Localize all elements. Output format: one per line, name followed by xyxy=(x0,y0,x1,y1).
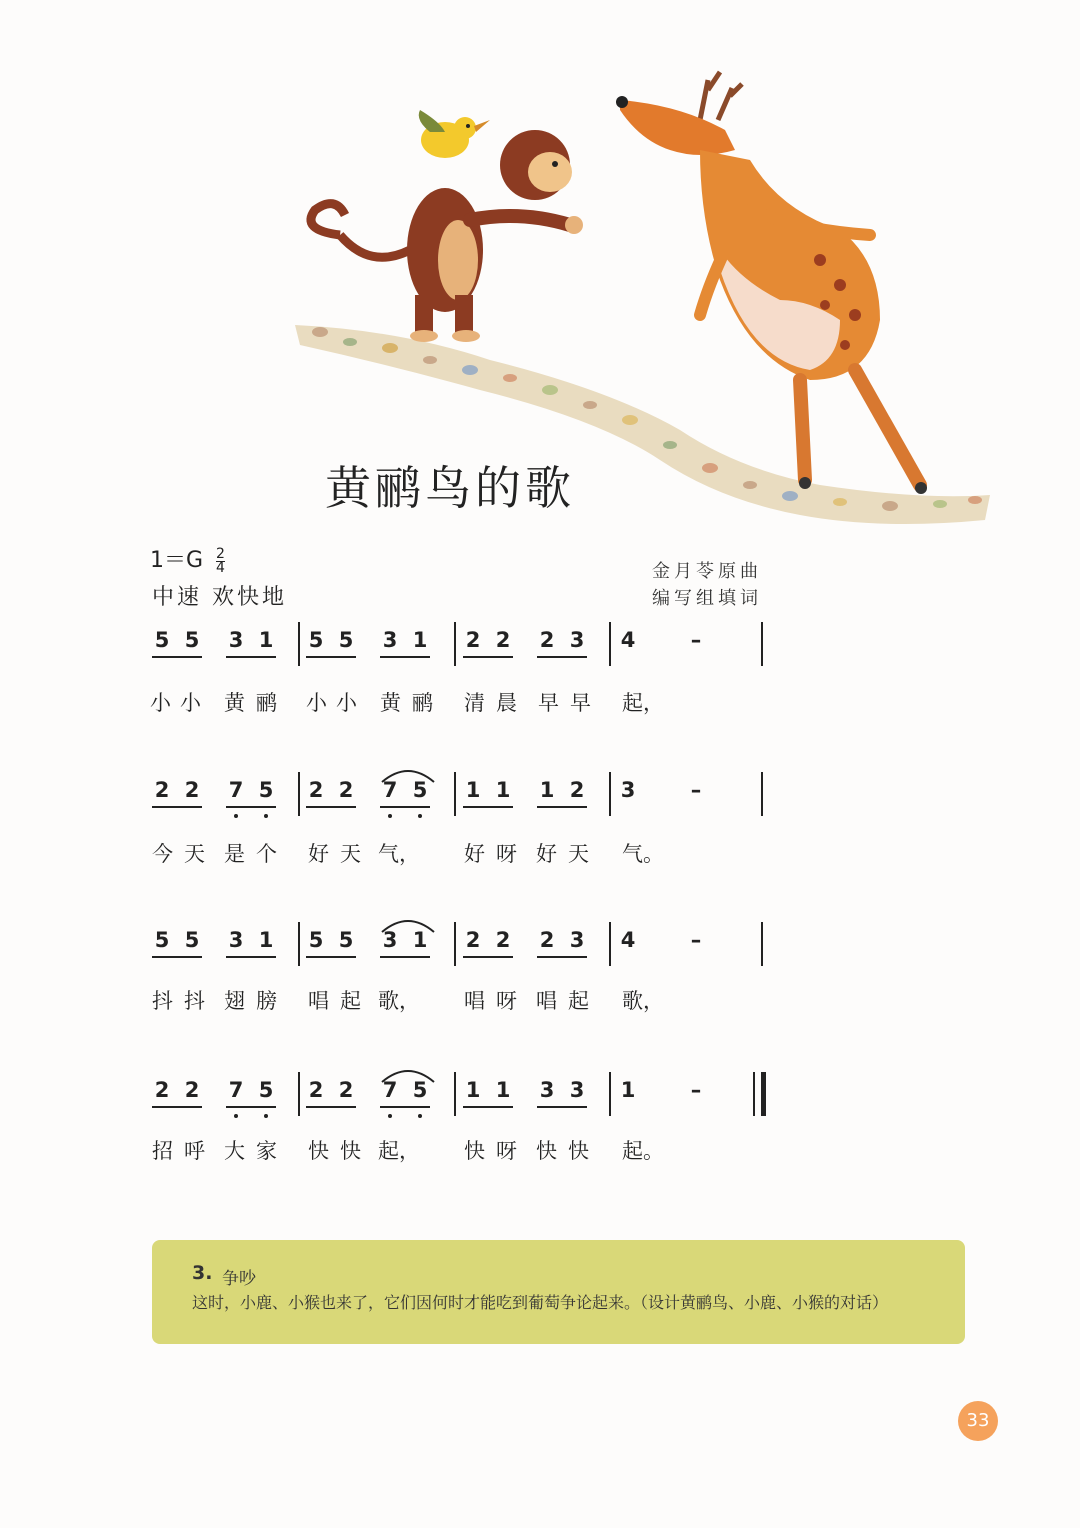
note: 5 xyxy=(338,928,354,952)
note: 3 xyxy=(382,928,398,952)
lyric-char: 小 xyxy=(150,691,171,715)
activity-heading: 争吵 xyxy=(222,1269,256,1289)
lyric-char: 招 xyxy=(152,1139,173,1163)
beam-underline xyxy=(380,656,430,658)
beam-underline xyxy=(152,956,202,958)
beam-underline xyxy=(226,956,276,958)
beam-underline xyxy=(306,656,356,658)
lyric-char: 天 xyxy=(340,842,361,866)
page-number-badge: 33 xyxy=(958,1401,998,1441)
beam-underline xyxy=(226,806,276,808)
lyric-char: 清 xyxy=(464,691,485,715)
activity-box xyxy=(152,1240,965,1344)
note: 3 xyxy=(228,628,244,652)
activity-number: 3. xyxy=(192,1262,213,1284)
lyric-char: 快 xyxy=(464,1139,485,1163)
lyric-char: 好 xyxy=(536,842,557,866)
note: 1 xyxy=(412,628,428,652)
note: 3 xyxy=(539,1078,555,1102)
lyric-char: 大 xyxy=(224,1139,245,1163)
bar-line xyxy=(609,622,611,666)
note: 7 xyxy=(382,778,398,802)
note: 2 xyxy=(465,628,481,652)
note: 7 xyxy=(382,1078,398,1102)
note: 1 xyxy=(258,928,274,952)
note: 2 xyxy=(495,628,511,652)
octave-dot xyxy=(234,1114,238,1118)
beam-underline xyxy=(537,956,587,958)
lyric-char: 唱 xyxy=(464,989,485,1013)
note: 2 xyxy=(308,778,324,802)
beam-underline xyxy=(537,806,587,808)
lyric-char: 呼 xyxy=(184,1139,205,1163)
beam-underline xyxy=(463,956,513,958)
lyric-char: 气， xyxy=(378,842,420,866)
bar-line xyxy=(298,922,300,966)
note: 2 xyxy=(495,928,511,952)
lyric-char: 天 xyxy=(568,842,589,866)
lyric-char: 抖 xyxy=(152,989,173,1013)
key-label: 1＝G xyxy=(150,548,204,573)
note: 5 xyxy=(308,628,324,652)
lyric-char: 小 xyxy=(306,691,327,715)
lyric-char: 快 xyxy=(340,1139,361,1163)
note: 1 xyxy=(620,1078,636,1102)
octave-dot xyxy=(388,1114,392,1118)
note: 1 xyxy=(539,778,555,802)
note: 3 xyxy=(569,628,585,652)
lyric-char: 膀 xyxy=(256,989,277,1013)
beam-underline xyxy=(306,806,356,808)
note: 7 xyxy=(228,778,244,802)
note: 3 xyxy=(620,778,636,802)
beam-underline xyxy=(380,956,430,958)
lyric-char: 小 xyxy=(180,691,201,715)
bar-line xyxy=(761,622,763,666)
note: 1 xyxy=(465,778,481,802)
note: 2 xyxy=(154,1078,170,1102)
note: 2 xyxy=(184,778,200,802)
note: 3 xyxy=(228,928,244,952)
bar-line xyxy=(454,772,456,816)
beam-underline xyxy=(463,656,513,658)
note: 2 xyxy=(539,928,555,952)
beam-underline xyxy=(463,806,513,808)
slur xyxy=(378,764,438,784)
note: 5 xyxy=(184,628,200,652)
bar-line xyxy=(298,1072,300,1116)
note: 3 xyxy=(569,928,585,952)
oriole-bird xyxy=(419,110,490,158)
slur xyxy=(378,914,438,934)
lyric-char: 呀 xyxy=(496,842,517,866)
bar-line xyxy=(761,772,763,816)
bar-line xyxy=(298,772,300,816)
octave-dot xyxy=(418,1114,422,1118)
note: 4 xyxy=(620,928,636,952)
note: 2 xyxy=(465,928,481,952)
bar-line xyxy=(761,922,763,966)
note: 5 xyxy=(412,1078,428,1102)
note: 3 xyxy=(569,1078,585,1102)
lyric-char: 气。 xyxy=(622,842,664,866)
note: 3 xyxy=(382,628,398,652)
note: 2 xyxy=(569,778,585,802)
lyric-char: 唱 xyxy=(536,989,557,1013)
note: 5 xyxy=(184,928,200,952)
lyric-char: 是 xyxy=(224,842,245,866)
note: 5 xyxy=(338,628,354,652)
lyric-char: 小 xyxy=(336,691,357,715)
tempo-marking: 中速 欢快地 xyxy=(152,585,287,610)
note: 1 xyxy=(465,1078,481,1102)
note: 2 xyxy=(338,1078,354,1102)
bar-line xyxy=(609,772,611,816)
song-title: 黄鹂鸟的歌 xyxy=(325,461,575,515)
note: 5 xyxy=(154,928,170,952)
lyric-char: 抖 xyxy=(184,989,205,1013)
lyric-char: 家 xyxy=(256,1139,277,1163)
beam-underline xyxy=(226,656,276,658)
bar-line xyxy=(298,622,300,666)
lyric-char: 黄 xyxy=(224,691,245,715)
lyric-char: 起。 xyxy=(622,1139,664,1163)
bar-line xyxy=(609,1072,611,1116)
octave-dot xyxy=(234,814,238,818)
time-denominator: 4 xyxy=(216,559,225,576)
lyric-char: 早 xyxy=(538,691,559,715)
lyric-char: 今 xyxy=(152,842,173,866)
octave-dot xyxy=(264,814,268,818)
note: 1 xyxy=(412,928,428,952)
note: 2 xyxy=(308,1078,324,1102)
note: 5 xyxy=(308,928,324,952)
lyric-char: 晨 xyxy=(496,691,517,715)
slur xyxy=(378,1064,438,1084)
beam-underline xyxy=(537,1106,587,1108)
lyric-char: 快 xyxy=(308,1139,329,1163)
beam-underline xyxy=(152,1106,202,1108)
beam-underline xyxy=(152,656,202,658)
note: 1 xyxy=(258,628,274,652)
octave-dot xyxy=(264,1114,268,1118)
note: 7 xyxy=(228,1078,244,1102)
note: 2 xyxy=(338,778,354,802)
note: 4 xyxy=(620,628,636,652)
note: 1 xyxy=(495,1078,511,1102)
note: 5 xyxy=(258,778,274,802)
beam-underline xyxy=(152,806,202,808)
final-bar-thin xyxy=(753,1072,755,1116)
lyric-char: 起， xyxy=(378,1139,420,1163)
dash-note: – xyxy=(690,778,702,802)
dash-note: – xyxy=(690,928,702,952)
beam-underline xyxy=(226,1106,276,1108)
lyric-char: 起， xyxy=(622,691,664,715)
bar-line xyxy=(454,622,456,666)
lyric-char: 呀 xyxy=(496,1139,517,1163)
bar-line xyxy=(454,922,456,966)
note: 1 xyxy=(495,778,511,802)
lyric-char: 歌， xyxy=(378,989,420,1013)
time-numerator: 2 xyxy=(216,545,225,562)
octave-dot xyxy=(388,814,392,818)
beam-underline xyxy=(537,656,587,658)
bar-line xyxy=(609,922,611,966)
lyric-char: 呀 xyxy=(496,989,517,1013)
lyric-char: 起 xyxy=(568,989,589,1013)
beam-underline xyxy=(380,1106,430,1108)
lyric-char: 天 xyxy=(184,842,205,866)
final-bar-line xyxy=(761,1072,766,1116)
note: 5 xyxy=(258,1078,274,1102)
lyric-char: 好 xyxy=(308,842,329,866)
lyric-char: 快 xyxy=(536,1139,557,1163)
note: 2 xyxy=(154,778,170,802)
beam-underline xyxy=(463,1106,513,1108)
lyricist-credit: 编写组填词 xyxy=(652,588,762,609)
lyric-char: 黄 xyxy=(380,691,401,715)
note: 5 xyxy=(154,628,170,652)
lyric-char: 好 xyxy=(464,842,485,866)
lyric-char: 唱 xyxy=(308,989,329,1013)
note: 2 xyxy=(184,1078,200,1102)
bar-line xyxy=(454,1072,456,1116)
beam-underline xyxy=(306,956,356,958)
activity-text: 这时，小鹿、小猴也来了，它们因何时才能吃到葡萄争论起来。（设计黄鹂鸟、小鹿、小猴的对话） xyxy=(192,1293,889,1312)
beam-underline xyxy=(380,806,430,808)
lyric-char: 翅 xyxy=(224,989,245,1013)
lyric-char: 个 xyxy=(256,842,277,866)
time-signature xyxy=(216,545,225,576)
note: 2 xyxy=(539,628,555,652)
lyric-char: 鹂 xyxy=(256,691,277,715)
lyric-char: 早 xyxy=(570,691,591,715)
composer-credit: 金月苓原曲 xyxy=(652,561,762,582)
octave-dot xyxy=(418,814,422,818)
lyric-char: 起 xyxy=(340,989,361,1013)
dash-note: – xyxy=(690,1078,702,1102)
lyric-char: 歌， xyxy=(622,989,664,1013)
beam-underline xyxy=(306,1106,356,1108)
dash-note: – xyxy=(690,628,702,652)
monkey-figure xyxy=(311,130,583,342)
lyric-char: 快 xyxy=(568,1139,589,1163)
note: 5 xyxy=(412,778,428,802)
lyric-char: 鹂 xyxy=(412,691,433,715)
key-signature xyxy=(150,543,225,575)
